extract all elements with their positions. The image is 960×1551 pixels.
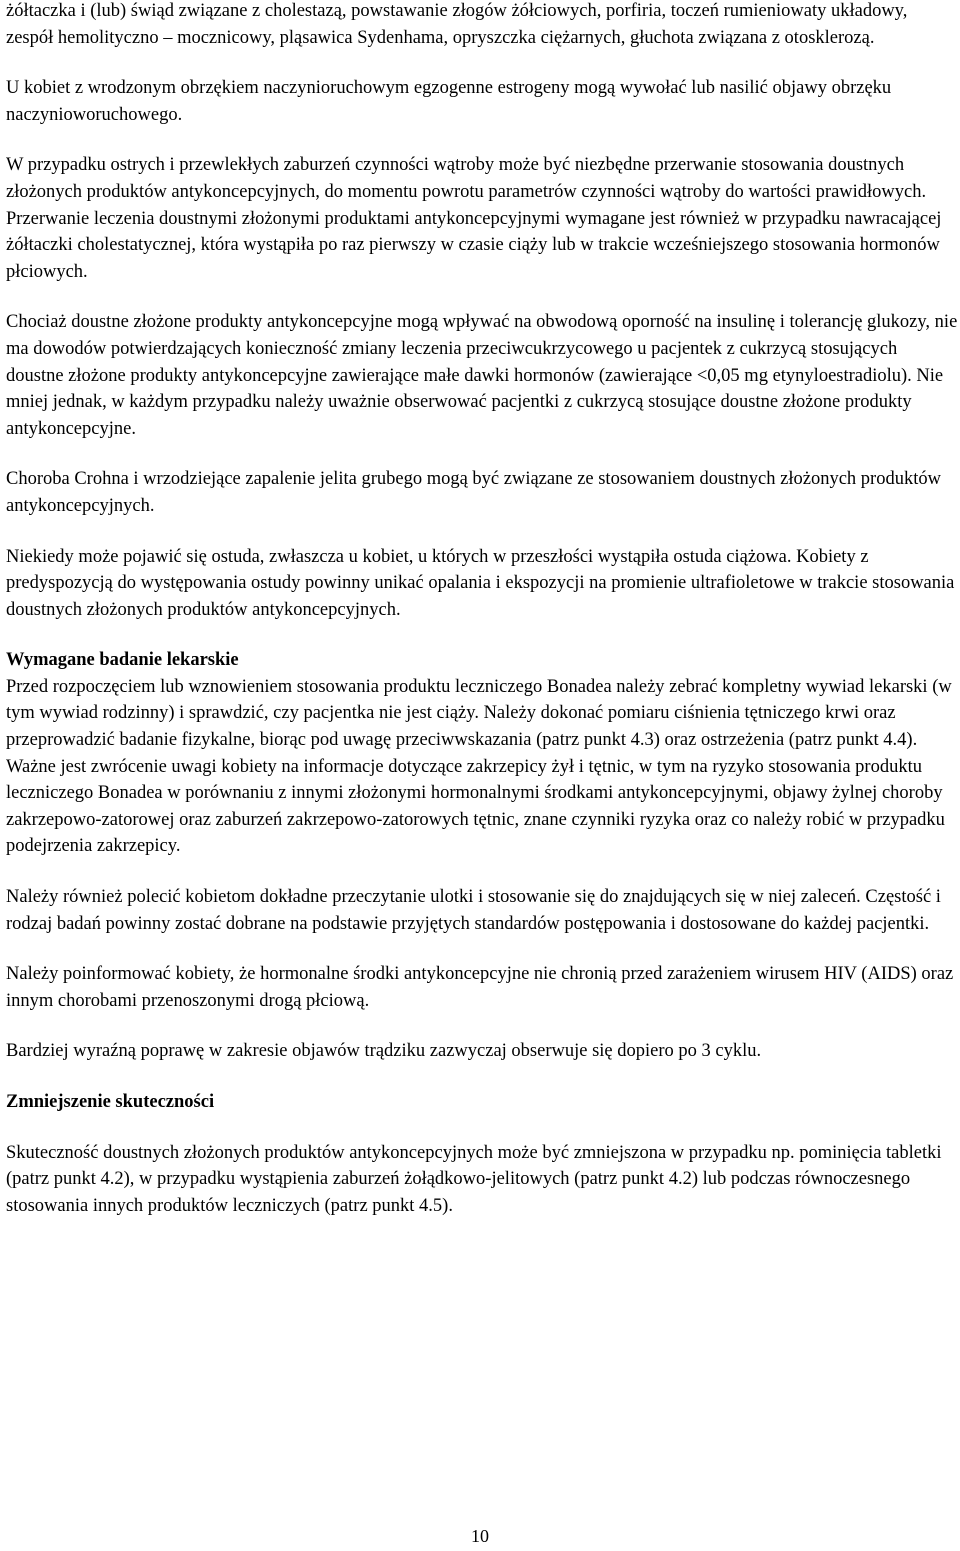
paragraph-liver-function: W przypadku ostrych i przewlekłych zaburzeń czynności wątroby może być niezbędne przerwanie stosowania doustnych złożonych produktów antykoncepcyjnych, do momentu powrotu parametrów czynności wątroby do wartości prawidłowych. Przerwanie leczenia doustnymi złożonymi produktami antykoncepcyjnymi wymagane jest również w przypadku nawracającej żółtaczki cholestatycznej, która wystąpiła po raz pierwszy w czasie ciąży lub w trakcie wcześniejszego stosowania hormonów płciowych. [6, 155, 942, 282]
paragraph-crohn: Choroba Crohna i wrzodziejące zapalenie jelita grubego mogą być związane ze stosowaniem doustnych złożonych produktów antykoncepcyjnych. [6, 469, 941, 516]
heading-medical-exam: Wymagane badanie lekarskie [6, 650, 239, 671]
paragraph-reduced-efficacy: Skuteczność doustnych złożonych produktów antykoncepcyjnych może być zmniejszona w przypadku np. pominięcia tabletki (patrz punkt 4.2), w przypadku wystąpienia zaburzeń żołądkowo-jelitowych (patrz punkt 4.2) lub podczas równoczesnego stosowania innych produktów leczniczych (patrz punkt 4.5). [6, 1142, 942, 1216]
paragraph-angioedema: U kobiet z wrodzonym obrzękiem naczynioruchowym egzogenne estrogeny mogą wywołać lub nasilić objawy obrzęku naczynioworuchowego. [6, 78, 892, 125]
page-number: 10 [471, 1526, 489, 1546]
document-page [6, 0, 958, 1219]
paragraph-cholestasis: żółtaczka i (lub) świąd związane z cholestazą, powstawanie złogów żółciowych, porfiria, toczeń rumieniowaty układowy, zespół hemolityczno – mocznicowy, pląsawica Sydenhama, opryszczka ciężarnych, głuchota związana z otosklerozą. [6, 1, 908, 48]
heading-reduced-efficacy: Zmniejszenie skuteczności [6, 1092, 215, 1112]
paragraph-hiv: Należy poinformować kobiety, że hormonalne środki antykoncepcyjne nie chronią przed zarażeniem wirusem HIV (AIDS) oraz innym chorobami przenoszonymi drogą płciową. [6, 964, 954, 1011]
paragraph-chloasma: Niekiedy może pojawić się ostuda, zwłaszcza u kobiet, u których w przeszłości wystąpiła ostuda ciążowa. Kobiety z predyspozycją do występowania ostudy powinny unikać opalania i ekspozycji na promienie ultrafioletowe w trakcie stosowania doustnych złożonych produktów antykoncepcyjnych. [6, 546, 955, 620]
paragraph-diabetes: Chociaż doustne złożone produkty antykoncepcyjne mogą wpływać na obwodową oporność na insulinę i tolerancję glukozy, nie ma dowodów potwierdzających konieczność zmiany leczenia przeciwcukrzycowego u pacjentek z cukrzycą stosujących doustne złożone produkty antykoncepcyjne zawierające małe dawki hormonów (zawierające <0,05 mg etynyloestradiolu). Nie mniej jednak, w każdym przypadku należy uważnie obserwować pacjentki z cukrzycą stosujące doustne złożone produkty antykoncepcyjne. [6, 312, 958, 439]
paragraph-acne: Bardziej wyraźną poprawę w zakresie objawów trądziku zazwyczaj obserwuje się dopiero po 3 cyklu. [6, 1041, 762, 1062]
paragraph-leaflet: Należy również polecić kobietom dokładne przeczytanie ulotki i stosowanie się do znajdujących się w niej zaleceń. Częstość i rodzaj badań powinny zostać dobrane na podstawie przyjętych standardów postępowania i dostosowane do każdej pacjentki. [6, 887, 941, 934]
paragraph-medical-exam: Przed rozpoczęciem lub wznowieniem stosowania produktu leczniczego Bonadea należy zebrać kompletny wywiad lekarski (w tym wywiad rodzinny) i sprawdzić, czy pacjentka nie jest ciąży. Należy dokonać pomiaru ciśnienia tętniczego krwi oraz przeprowadzić badanie fizykalne, biorąc pod uwagę przeciwwskazania (patrz punkt 4.3) oraz ostrzeżenia (patrz punkt 4.4). Ważne jest zwrócenie uwagi kobiety na informacje dotyczące zakrzepicy żył i tętnic, w tym na ryzyko stosowania produktu leczniczego Bonadea w porównaniu z innymi złożonymi hormonalnymi środkami antykoncepcyjnymi, objawy żylnej choroby zakrzepowo-zatorowej oraz zaburzeń zakrzepowo-zatorowych tętnic, znane czynniki ryzyka oraz co należy robić w przypadku podejrzenia zakrzepicy. [6, 676, 952, 857]
